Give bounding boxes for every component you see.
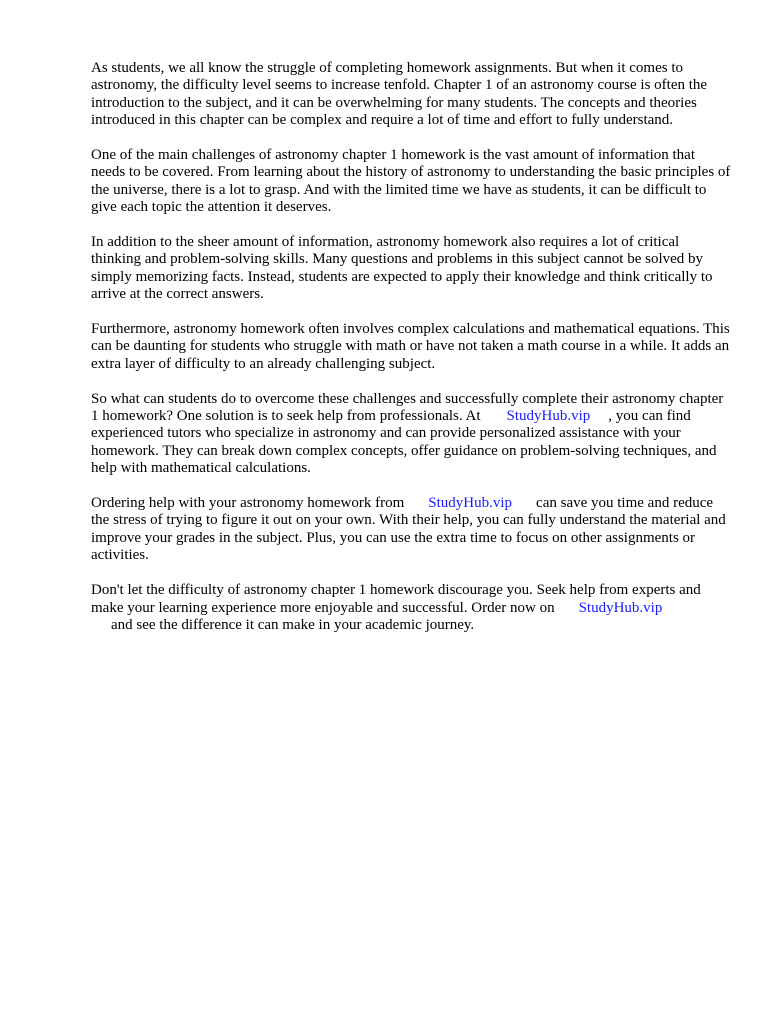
paragraph-closing-text-after: and see the difference it can make in your academic journey. <box>111 616 475 633</box>
paragraph-solution-text-after: , you can find experienced tutors who specialize in astronomy and can provide personalized assistance with your homework. They can break down complex concepts, offer guidance on problem-solving techniques, and help with mathematical calculations. <box>91 408 717 477</box>
paragraph-ordering-text-after: can save you time and reduce the stress of trying to figure it out on your own. With their help, you can fully understand the material and improve your grades in the subject. Plus, you can use the extra time to focus on other assignments or activities. <box>91 495 726 564</box>
document-body <box>91 60 731 652</box>
studyhub-link-2[interactable]: StudyHub.vip <box>428 495 513 512</box>
studyhub-link-3[interactable]: StudyHub.vip <box>578 599 663 616</box>
paragraph-critical-thinking: In addition to the sheer amount of information, astronomy homework also requires a lot of critical thinking and problem-solving skills. Many questions and problems in this subject cannot be solved by simply memorizing facts. Instead, students are expected to apply their knowledge and think critically to arrive at the correct answers. <box>91 234 713 303</box>
paragraph-solution <box>91 391 731 478</box>
paragraph-solution-text-before: So what can students do to overcome these challenges and successfully complete their astronomy chapter 1 homework? One solution is to seek help from professionals. At <box>91 390 724 425</box>
paragraph-ordering-text-before: Ordering help with your astronomy homework from <box>91 495 405 512</box>
paragraph-challenges: One of the main challenges of astronomy chapter 1 homework is the vast amount of information that needs to be covered. From learning about the history of astronomy to understanding the basic principles of the universe, there is a lot to grasp. And with the limited time we have as students, it can be difficult to give each topic the attention it deserves. <box>91 147 731 216</box>
paragraph-intro: As students, we all know the struggle of completing homework assignments. But when it comes to astronomy, the difficulty level seems to increase tenfold. Chapter 1 of an astronomy course is often the introduction to the subject, and it can be overwhelming for many students. The concepts and theories introduced in this chapter can be complex and require a lot of time and effort to fully understand. <box>91 60 708 129</box>
paragraph-calculations: Furthermore, astronomy homework often involves complex calculations and mathematical equations. This can be daunting for students who struggle with math or have not taken a math course in a while. It adds an extra layer of difficulty to an already challenging subject. <box>91 321 730 372</box>
paragraph-closing <box>91 582 731 634</box>
paragraph-ordering <box>91 495 731 565</box>
studyhub-link-1[interactable]: StudyHub.vip <box>506 408 591 425</box>
paragraph-closing-text-before: Don't let the difficulty of astronomy chapter 1 homework discourage you. Seek help from experts and make your learning experience more enjoyable and successful. Order now on <box>91 582 701 616</box>
